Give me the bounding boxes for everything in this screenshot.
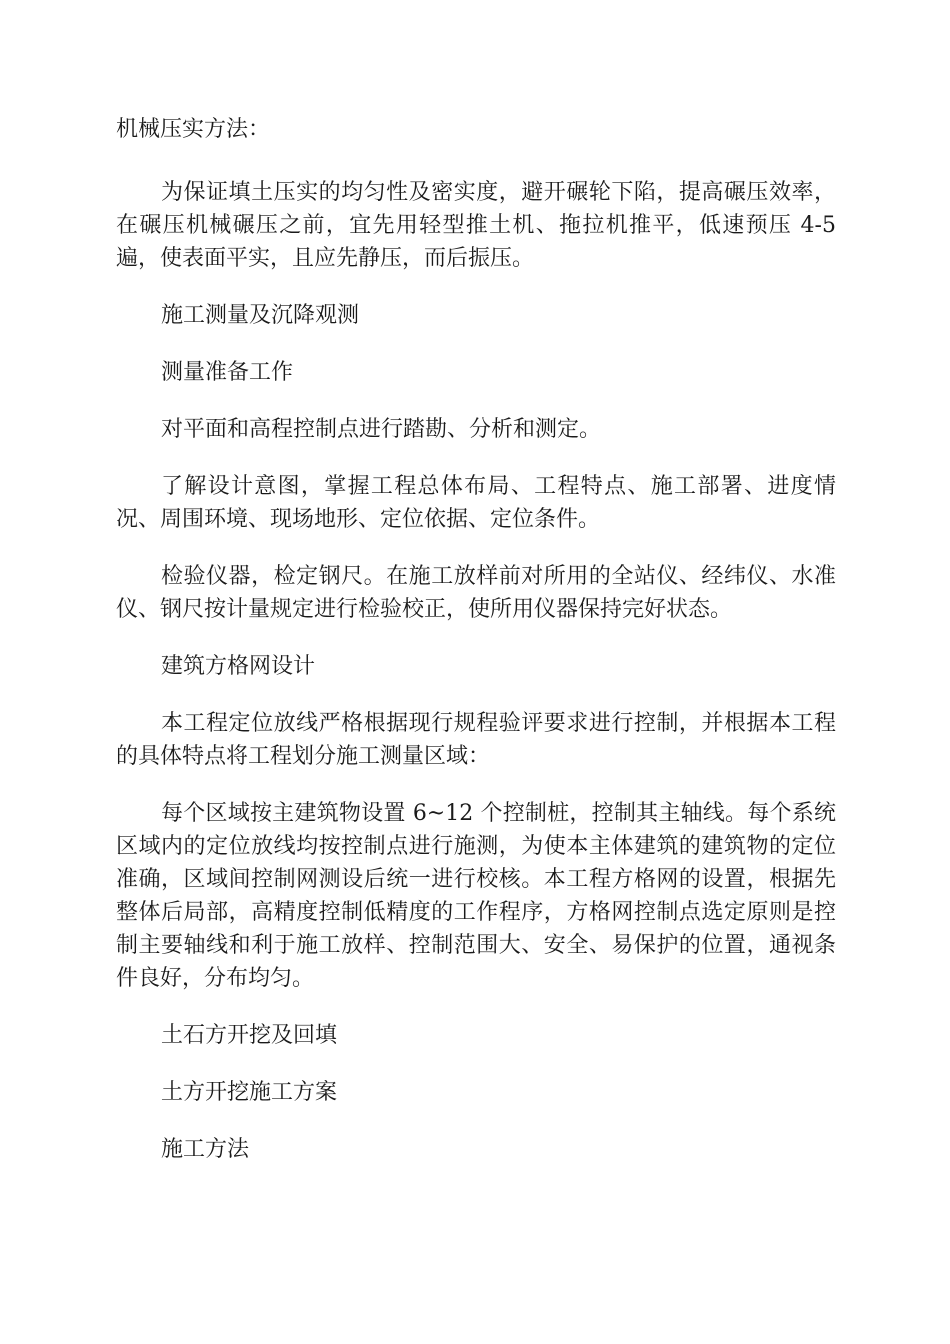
section-heading-survey: 施工测量及沉降观测 xyxy=(161,303,360,328)
subheading-grid-design: 建筑方格网设计 xyxy=(161,654,316,679)
subheading-construction-method: 施工方法 xyxy=(161,1137,250,1162)
paragraph-instrument-check: 检验仪器，检定钢尺。在施工放样前对所用的全站仪、经纬仪、水准仪、钢尺按计量规定进行检验校正，使所用仪器保持完好状态。 xyxy=(116,564,836,622)
section-heading-earthwork: 土石方开挖及回填 xyxy=(161,1023,338,1048)
paragraph-design-intent: 了解设计意图，掌握工程总体布局、工程特点、施工部署、进度情况、周围环境、现场地形、定位依据、定位条件。 xyxy=(116,474,836,532)
paragraph-control-stakes: 每个区域按主建筑物设置 6~12 个控制桩，控制其主轴线。每个系统区域内的定位放线均按控制点进行施测，为使本主体建筑的建筑物的定位准确，区域间控制网测设后统一进行校核。本工程方格网的设置，根据先整体后局部，高精度控制低精度的工作程序，方格网控制点选定原则是控制主要轴线和利于施工放样、控制范围大、安全、易保护的位置，通视条件良好，分布均匀。 xyxy=(116,801,836,991)
paragraph-control-points: 对平面和高程控制点进行踏勘、分析和测定。 xyxy=(161,417,602,442)
document-page xyxy=(116,113,836,1166)
paragraph-compaction-method: 为保证填土压实的均匀性及密实度，避开碾轮下陷，提高碾压效率，在碾压机械碾压之前，宜先用轻型推土机、拖拉机推平，低速预压 4-5 遍，使表面平实，且应先静压，而后振压。 xyxy=(116,180,836,271)
paragraph-heading-mechanical-compaction: 机械压实方法： xyxy=(116,117,271,142)
subheading-survey-preparation: 测量准备工作 xyxy=(161,360,294,385)
subheading-excavation-plan: 土方开挖施工方案 xyxy=(161,1080,338,1105)
paragraph-positioning-zones: 本工程定位放线严格根据现行规程验评要求进行控制，并根据本工程的具体特点将工程划分施工测量区域： xyxy=(116,711,836,769)
